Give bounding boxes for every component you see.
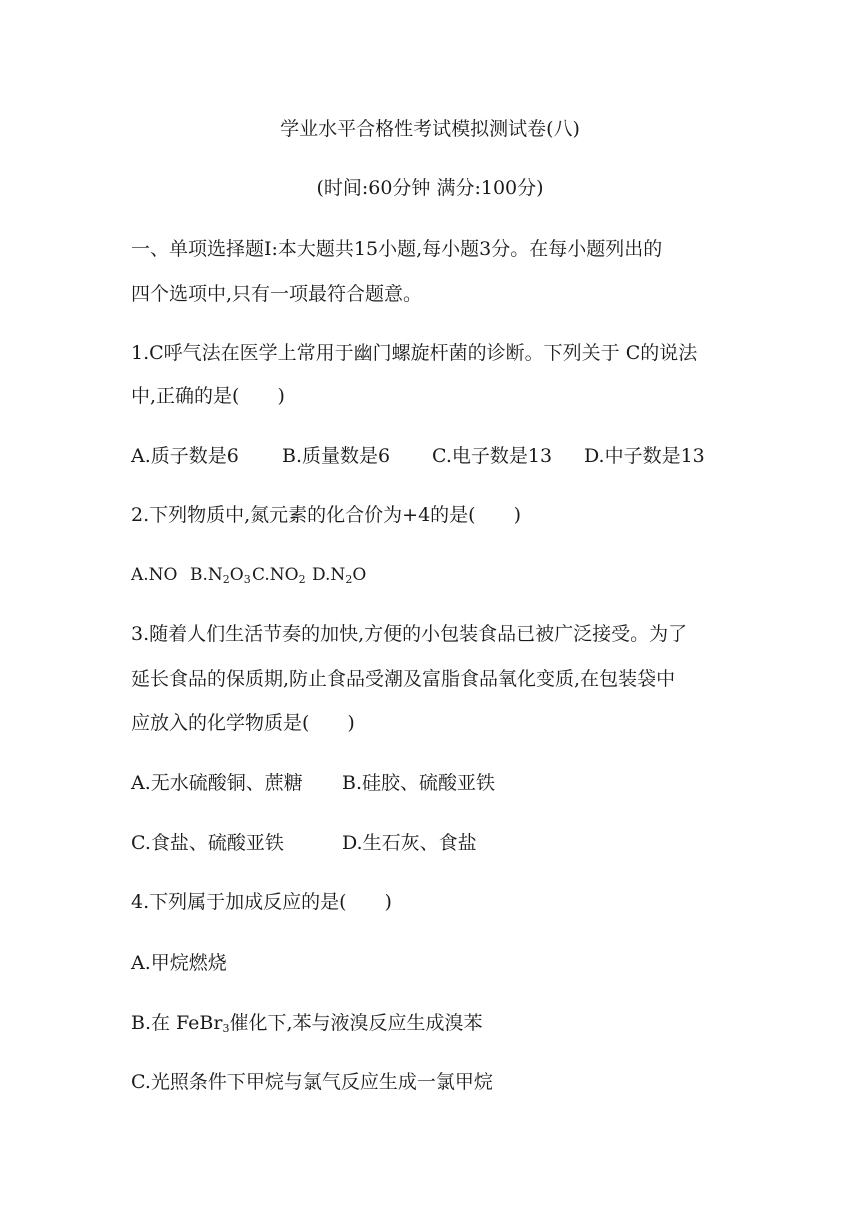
question-3-stem-line-3: 应放入的化学物质是( ) bbox=[131, 712, 355, 734]
question-4-option-c[interactable]: C.光照条件下甲烷与氯气反应生成一氯甲烷 bbox=[131, 1071, 493, 1093]
question-1-stem-line-1: 1.C呼气法在医学上常用于幽门螺旋杆菌的诊断。下列关于 C的说法 bbox=[131, 342, 698, 364]
option-text: 催化下,苯与液溴反应生成溴苯 bbox=[229, 1012, 483, 1034]
question-2-option-b[interactable] bbox=[190, 563, 251, 587]
subscript: 3 bbox=[243, 573, 251, 586]
question-2-option-d[interactable] bbox=[312, 563, 366, 587]
question-1-stem-line-2: 中,正确的是( ) bbox=[131, 385, 285, 407]
question-3-option-a[interactable]: A.无水硫酸铜、蔗糖 bbox=[131, 772, 303, 794]
subscript: 2 bbox=[298, 573, 306, 586]
question-1-option-a[interactable]: A.质子数是6 bbox=[131, 445, 239, 467]
option-text: O bbox=[352, 565, 367, 585]
question-3-stem-line-2: 延长食品的保质期,防止食品受潮及富脂食品氧化变质,在包装袋中 bbox=[131, 668, 676, 690]
question-3-option-d[interactable]: D.生石灰、食盐 bbox=[342, 832, 477, 854]
question-3-stem-line-1: 3.随着人们生活节奏的加快,方便的小包装食品已被广泛接受。为了 bbox=[131, 623, 688, 645]
option-text: O bbox=[229, 565, 244, 585]
subscript: 2 bbox=[345, 573, 353, 586]
question-3-option-c[interactable]: C.食盐、硫酸亚铁 bbox=[131, 832, 284, 854]
option-text: A.NO bbox=[131, 565, 178, 585]
option-text: C.NO bbox=[252, 565, 299, 585]
subscript: 3 bbox=[222, 1022, 230, 1035]
question-2-option-c[interactable] bbox=[252, 563, 306, 587]
question-4-option-a[interactable]: A.甲烷燃烧 bbox=[131, 952, 227, 974]
exam-time-score: (时间:60分钟 满分:100分) bbox=[316, 177, 544, 199]
section-header-line-1: 一、单项选择题Ⅰ:本大题共15小题,每小题3分。在每小题列出的 bbox=[131, 238, 663, 260]
question-2-stem-line-1: 2.下列物质中,氮元素的化合价为+4的是( ) bbox=[131, 504, 522, 526]
option-text: B.在 FeBr bbox=[131, 1012, 223, 1034]
question-2-option-a[interactable] bbox=[131, 563, 178, 587]
section-header-line-2: 四个选项中,只有一项最符合题意。 bbox=[131, 283, 423, 305]
question-1-option-c[interactable]: C.电子数是13 bbox=[432, 445, 553, 467]
question-1-option-b[interactable]: B.质量数是6 bbox=[282, 445, 391, 467]
question-3-option-b[interactable]: B.硅胶、硫酸亚铁 bbox=[342, 772, 496, 794]
option-text: B.N bbox=[190, 565, 223, 585]
question-1-option-d[interactable]: D.中子数是13 bbox=[584, 445, 705, 467]
question-4-stem-line-1: 4.下列属于加成反应的是( ) bbox=[131, 891, 392, 913]
option-text: D.N bbox=[312, 565, 346, 585]
exam-title: 学业水平合格性考试模拟测试卷(八) bbox=[280, 118, 580, 140]
subscript: 2 bbox=[222, 573, 230, 586]
question-4-option-b[interactable] bbox=[131, 1011, 483, 1035]
